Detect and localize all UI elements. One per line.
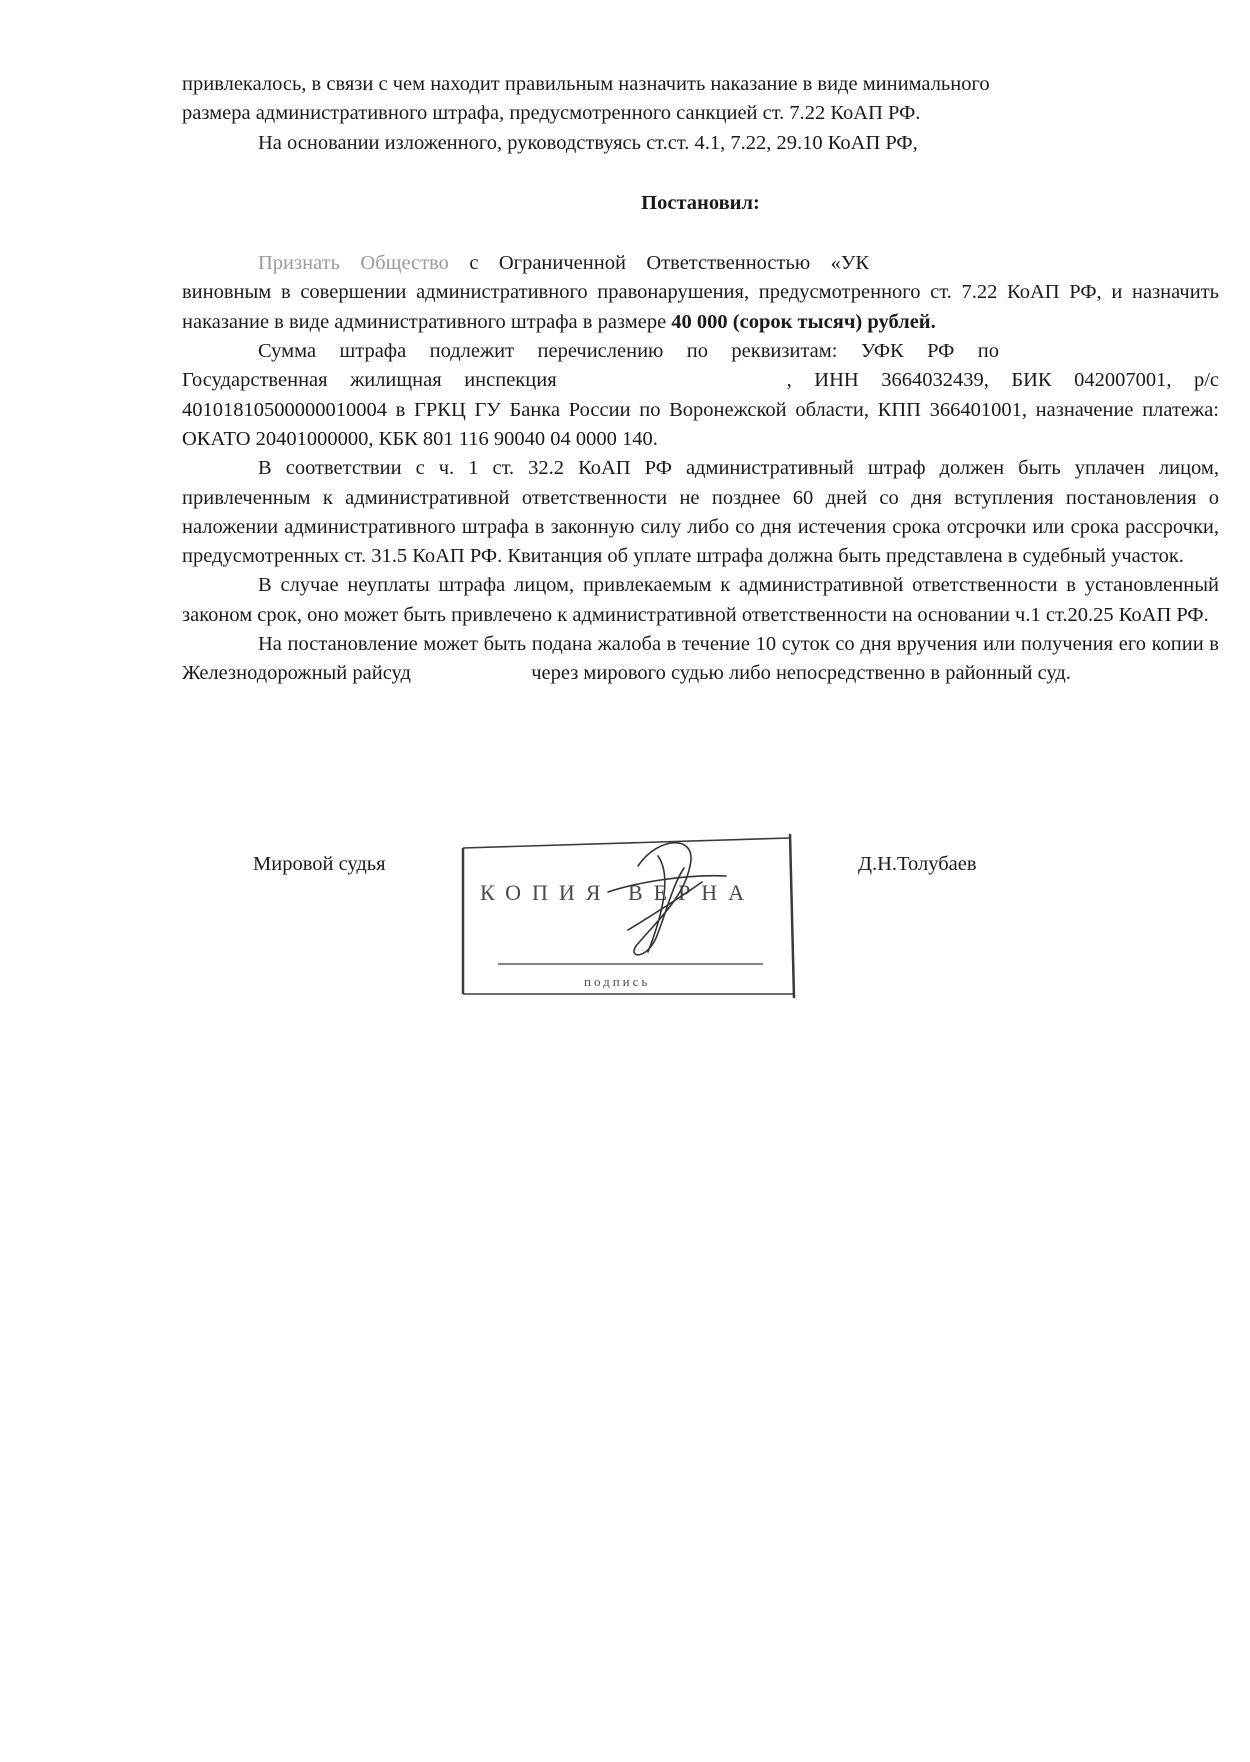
payment-intro: Сумма штрафа подлежит перечислению по реквизитам: УФК РФ по	[258, 340, 999, 363]
fine-amount: 40 000 (сорок тысяч) рублей.	[671, 310, 936, 333]
payment-details: , ИНН 3664032439, БИК 042007001, р/с 40101810500000010004 в ГРКЦ ГУ Банка России по Воронежской области, КПП 366401001, назначение платежа: ОКАТО 20401000000, КБК 801 116 90040 04 0000 140.	[182, 369, 1219, 450]
paragraph-3	[182, 249, 1219, 337]
faded-word-company: Общество	[360, 252, 449, 275]
paragraph-2: На основании изложенного, руководствуясь ст.ст. 4.1, 7.22, 29.10 КоАП РФ,	[258, 131, 918, 154]
stamp-title: КОПИЯ ВЕРНА	[480, 880, 756, 905]
inspection-name: Государственная жилищная инспекция	[182, 369, 557, 392]
ruling-heading: Постановил:	[641, 191, 760, 214]
paragraph-1-line-1: привлекалось, в связи с чем находит правильным назначить наказание в виде минимального	[182, 73, 990, 95]
judge-name: Д.Н.Толубаев	[858, 853, 977, 875]
appeal-text: На постановление может быть подана жалоба в течение 10 суток со дня вручения или получения его копии в Железнодорожный райсуд	[182, 633, 1219, 685]
appeal-text-cont: через мирового судью либо непосредственно в районный суд.	[531, 662, 1071, 685]
paragraph-1-line-2: размера административного штрафа, предусмотренного санкцией ст. 7.22 КоАП РФ.	[182, 102, 921, 125]
judge-title: Мировой судья	[253, 853, 386, 875]
paragraph-7	[182, 630, 1219, 689]
paragraph-4	[182, 337, 1219, 454]
company-type: с Ограниченной Ответственностью «УК	[469, 252, 870, 275]
document-body	[182, 70, 1219, 689]
faded-word-recognize: Признать	[258, 252, 340, 275]
stamp-caption: подпись	[584, 974, 651, 989]
guilty-text: виновным в совершении административного правонарушения, предусмотренного ст. 7.22 КоАП РФ, и назначить наказание в виде административного штрафа в размере	[182, 281, 1219, 333]
paragraph-1	[182, 70, 1219, 129]
copy-true-stamp	[458, 826, 798, 1006]
paragraph-5: В соответствии с ч. 1 ст. 32.2 КоАП РФ административный штраф должен быть уплачен лицом, привлеченным к административной ответственности не позднее 60 дней со дня вступления постановления о наложении административного штрафа в законную силу либо со дня истечения срока отсрочки или срока рассрочки, предусмотренных ст. 31.5 КоАП РФ. Квитанция об уплате штрафа должна быть представлена в судебный участок.	[182, 457, 1219, 568]
paragraph-6: В случае неуплаты штрафа лицом, привлекаемым к административной ответственности в установленный законом срок, оно может быть привлечено к административной ответственности на основании ч.1 ст.20.25 КоАП РФ.	[182, 574, 1219, 626]
